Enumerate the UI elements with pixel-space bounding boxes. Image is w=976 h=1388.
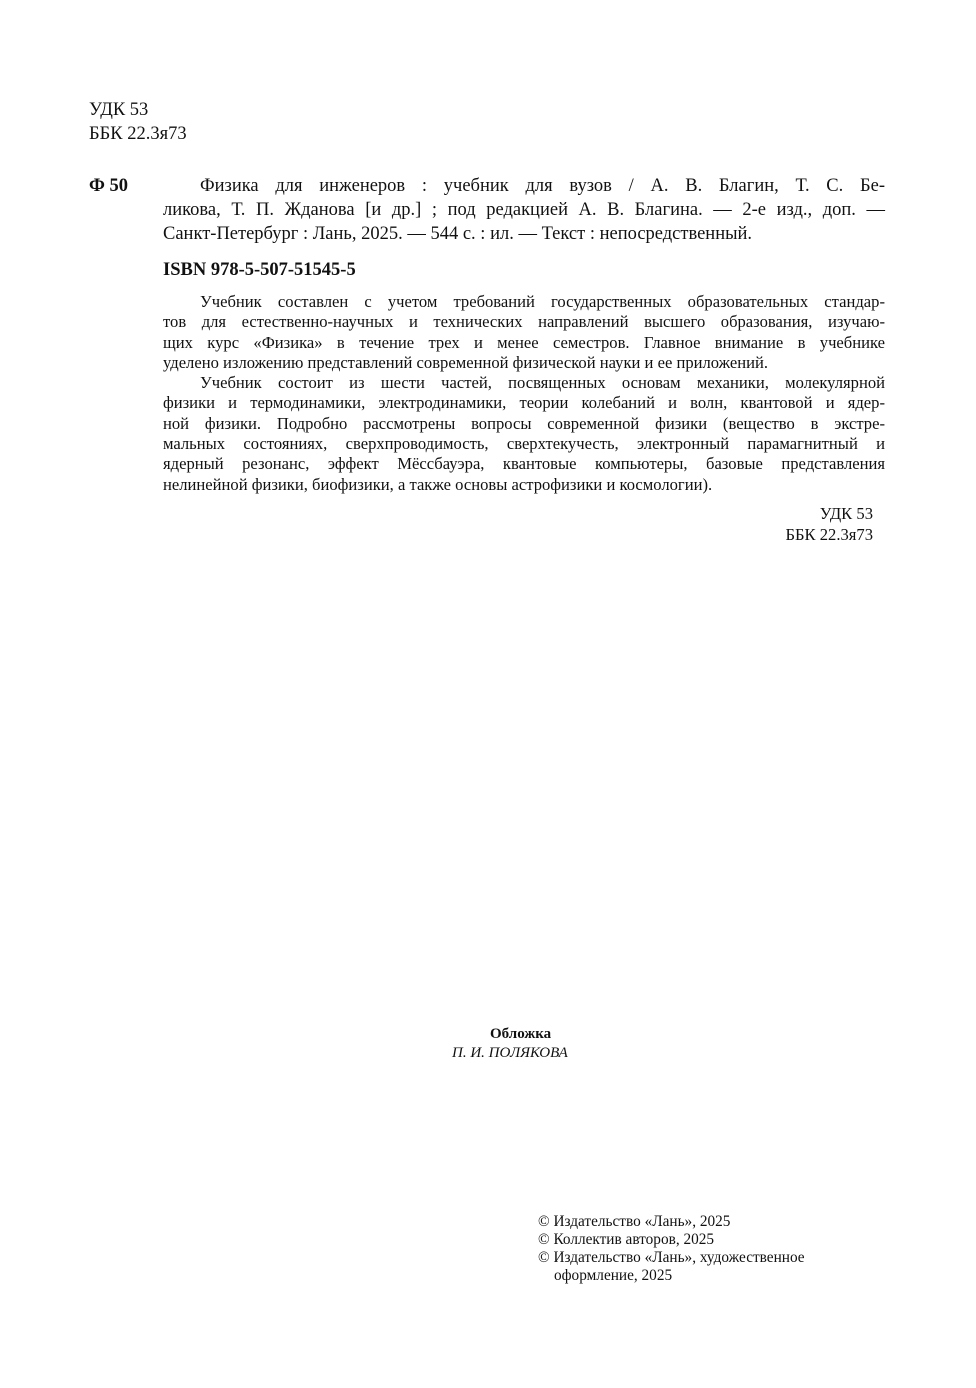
annotation-line: ядерный резонанс, эффект Мёссбауэра, квантовые компьютеры, базовые представления [163, 454, 885, 474]
classification-bottom [785, 503, 873, 545]
udk-code: УДК 53 [89, 100, 149, 120]
udk-code: УДК 53 [819, 504, 873, 523]
annotation-line: ной физики. Подробно рассмотрены вопросы современной физики (вещество в экстре- [163, 413, 885, 433]
biblio-line: ликова, Т. П. Жданова [и др.] ; под редакцией А. В. Благина. — 2-е изд., доп. — [163, 200, 885, 220]
bbk-code: ББК 22.3я73 [89, 124, 187, 144]
cover-designer-name: П. И. ПОЛЯКОВА [452, 1045, 568, 1061]
cover-credit-caption: Обложка [490, 1026, 552, 1042]
copyright-line: © Издательство «Лань», художественное [538, 1249, 805, 1266]
biblio-line: Физика для инженеров : учебник для вузов / А. В. Благин, Т. С. Бе- [200, 176, 885, 196]
copyright-block [538, 1213, 805, 1285]
annotation-paragraph-2 [163, 373, 885, 495]
annotation-line: Учебник составлен с учетом требований государственных образовательных стандар- [200, 292, 885, 311]
bbk-code: ББК 22.3я73 [785, 525, 873, 544]
bibliographic-record [163, 174, 885, 246]
annotation [163, 292, 885, 495]
isbn: ISBN 978-5-507-51545-5 [163, 260, 356, 280]
annotation-line: уделено изложению представлений современной физической науки и ее приложений. [163, 352, 769, 372]
annotation-line: тов для естественно-научных и технических направлений высшего образования, изучаю- [163, 312, 885, 332]
annotation-line: щих курс «Физика» в течение трех и менее семестров. Главное внимание в учебнике [163, 332, 885, 352]
author-sign: Ф 50 [89, 176, 129, 196]
annotation-line: Учебник состоит из шести частей, посвященных основам механики, молекулярной [200, 373, 885, 393]
biblio-line: Санкт-Петербург : Лань, 2025. — 544 с. : ил. — Текст : непосредственный. [163, 224, 753, 244]
annotation-line: нелинейной физики, биофизики, а также основы астрофизики и космологии). [163, 474, 713, 494]
annotation-paragraph-1 [163, 292, 885, 373]
copyright-line: © Издательство «Лань», 2025 [538, 1213, 731, 1230]
annotation-line: мальных состояниях, сверхпроводимость, сверхтекучесть, электронный парамагнитный и [163, 434, 885, 454]
classification-top [89, 98, 187, 146]
copyright-line: © Коллектив авторов, 2025 [538, 1231, 715, 1248]
copyright-line-continuation: оформление, 2025 [554, 1267, 673, 1284]
annotation-line: физики и термодинамики, электродинамики, теории колебаний и волн, квантовой и ядер- [163, 393, 885, 413]
